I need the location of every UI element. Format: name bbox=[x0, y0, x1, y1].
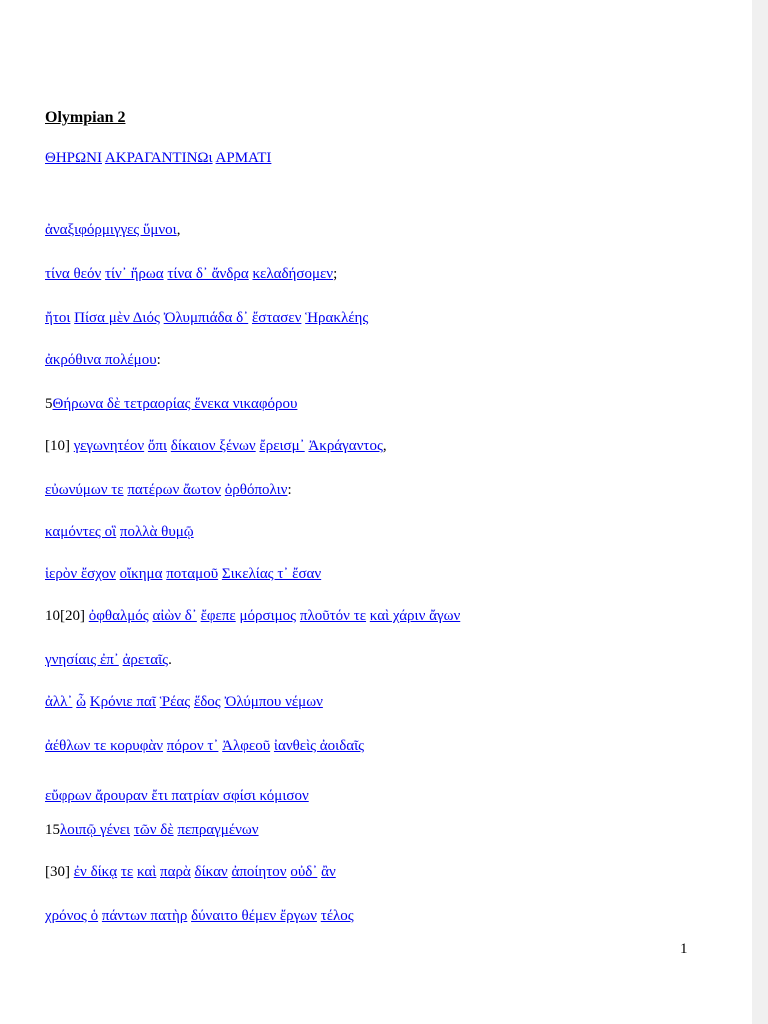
word-link[interactable]: δίκαν bbox=[194, 864, 228, 880]
word-link[interactable]: ἱερὸν ἔσχον bbox=[45, 566, 116, 582]
verse-line bbox=[45, 438, 387, 455]
word-link[interactable]: οὐδ᾽ bbox=[290, 864, 318, 880]
word-link[interactable]: εὐωνύμων τε bbox=[45, 482, 124, 498]
word-link[interactable]: πολλὰ θυμῷ bbox=[119, 524, 194, 540]
word-link[interactable]: καμόντες οἳ bbox=[45, 524, 117, 540]
verse-line bbox=[45, 396, 297, 413]
verse-line bbox=[45, 222, 180, 239]
word-link[interactable]: Σικελίας τ᾽ ἔσαν bbox=[221, 566, 322, 582]
word-link[interactable]: ἀποίητον bbox=[231, 864, 287, 880]
verse-line bbox=[45, 352, 161, 369]
word-link[interactable]: μόρσιμος bbox=[239, 608, 297, 624]
word-link[interactable]: οἴκημα bbox=[119, 566, 163, 582]
word-link[interactable]: ὄπι bbox=[147, 438, 168, 454]
dedication-heading bbox=[45, 150, 271, 167]
word-link[interactable]: αἰὼν δ᾽ bbox=[152, 608, 197, 624]
word-link[interactable]: κελαδήσομεν bbox=[252, 266, 334, 282]
punctuation: : bbox=[287, 482, 292, 498]
scrollbar-gutter bbox=[752, 0, 768, 1024]
word-link[interactable]: ἀκρόθινα πολέμου bbox=[45, 352, 157, 368]
word-link[interactable]: ἀρεταῖς bbox=[122, 652, 169, 668]
line-number: 10[20] bbox=[45, 608, 89, 624]
word-link[interactable]: πάντων πατὴρ bbox=[101, 908, 188, 924]
punctuation: , bbox=[382, 438, 387, 454]
word-link[interactable]: ἤτοι bbox=[45, 310, 71, 326]
line-number: 15 bbox=[45, 822, 60, 838]
heading-word-link[interactable]: ΘΗΡΩΝΙ bbox=[45, 150, 102, 166]
word-link[interactable]: ἰανθεὶς ἀοιδαῖς bbox=[273, 738, 365, 754]
word-link[interactable]: χρόνος ὁ bbox=[45, 908, 99, 924]
page-title: Olympian 2 bbox=[45, 109, 126, 126]
verse-line bbox=[45, 266, 337, 283]
word-link[interactable]: δύναιτο θέμεν ἔργων bbox=[191, 908, 317, 924]
word-link[interactable]: ὦ bbox=[76, 694, 87, 710]
word-link[interactable]: ἔρεισμ᾽ bbox=[259, 438, 305, 454]
verse-line bbox=[45, 822, 259, 839]
word-link[interactable]: Ὀλυμπιάδα δ᾽ bbox=[163, 310, 249, 326]
line-number: [30] bbox=[45, 864, 74, 880]
word-link[interactable]: γεγωνητέον bbox=[73, 438, 145, 454]
word-link[interactable]: τίνα δ᾽ ἄνδρα bbox=[167, 266, 249, 282]
word-link[interactable]: καὶ χάριν ἄγων bbox=[369, 608, 461, 624]
verse-line bbox=[45, 694, 323, 711]
word-link[interactable]: καὶ bbox=[136, 864, 157, 880]
verse-line bbox=[45, 608, 460, 625]
word-link[interactable]: Θήρωνα δὲ τετραορίας ἕνεκα νικαφόρου bbox=[52, 396, 298, 412]
word-link[interactable]: Κρόνιε παῖ bbox=[89, 694, 156, 710]
punctuation: . bbox=[168, 652, 172, 668]
heading-word-link[interactable]: ΑΚΡΑΓΑΝΤΙΝΩι bbox=[104, 150, 213, 166]
word-link[interactable]: ὀφθαλμός bbox=[88, 608, 149, 624]
verse-line bbox=[45, 738, 364, 755]
page-number: 1 bbox=[680, 941, 688, 957]
word-link[interactable]: παρὰ bbox=[160, 864, 191, 880]
verse-line bbox=[45, 566, 321, 583]
verse-line bbox=[45, 482, 292, 499]
verse-line bbox=[45, 310, 368, 327]
word-link[interactable]: τε bbox=[120, 864, 134, 880]
word-link[interactable]: ἂν bbox=[321, 864, 336, 880]
verse-line bbox=[45, 908, 354, 925]
word-link[interactable]: δίκαιον ξένων bbox=[170, 438, 256, 454]
line-number: 5 bbox=[45, 396, 53, 412]
word-link[interactable]: Ἀλφεοῦ bbox=[222, 738, 271, 754]
word-link[interactable]: Ῥέας bbox=[159, 694, 191, 710]
word-link[interactable]: ἀναξιφόρμιγγες ὕμνοι bbox=[45, 222, 177, 238]
word-link[interactable]: Ἡρακλέης bbox=[305, 310, 369, 326]
punctuation: , bbox=[176, 222, 181, 238]
heading-word-link[interactable]: ΑΡΜΑΤΙ bbox=[215, 150, 272, 166]
verse-line bbox=[45, 864, 336, 881]
word-link[interactable]: ἀλλ᾽ bbox=[45, 694, 73, 710]
word-link[interactable]: ἔστασεν bbox=[251, 310, 302, 326]
word-link[interactable]: ἐν δίκᾳ bbox=[73, 864, 118, 880]
word-link[interactable]: τίν᾽ ἥρωα bbox=[104, 266, 164, 282]
word-link[interactable]: λοιπῷ γένει bbox=[60, 822, 131, 838]
punctuation: ; bbox=[333, 266, 338, 282]
verse-line bbox=[45, 788, 309, 805]
word-link[interactable]: πατέρων ἄωτον bbox=[127, 482, 222, 498]
verse-line bbox=[45, 524, 194, 541]
word-link[interactable]: πλοῦτόν τε bbox=[299, 608, 367, 624]
verse-line bbox=[45, 652, 172, 669]
word-link[interactable]: ποταμοῦ bbox=[166, 566, 219, 582]
word-link[interactable]: τίνα θεόν bbox=[45, 266, 102, 282]
word-link[interactable]: τέλος bbox=[320, 908, 354, 924]
word-link[interactable]: πεπραγμένων bbox=[177, 822, 259, 838]
punctuation: : bbox=[156, 352, 161, 368]
word-link[interactable]: εὔφρων ἄρουραν ἔτι πατρίαν σφίσι κόμισον bbox=[45, 788, 309, 804]
word-link[interactable]: πόρον τ᾽ bbox=[166, 738, 219, 754]
word-link[interactable]: ἔφεπε bbox=[200, 608, 236, 624]
word-link[interactable]: Ἀκράγαντος bbox=[308, 438, 383, 454]
word-link[interactable]: Ὀλύμπου νέμων bbox=[224, 694, 323, 710]
word-link[interactable]: ὀρθόπολιν bbox=[224, 482, 288, 498]
word-link[interactable]: γνησίαις ἐπ᾽ bbox=[45, 652, 119, 668]
line-number: [10] bbox=[45, 438, 74, 454]
word-link[interactable]: ἀέθλων τε κορυφὰν bbox=[45, 738, 164, 754]
word-link[interactable]: ἕδος bbox=[193, 694, 221, 710]
word-link[interactable]: Πίσα μὲν Διός bbox=[74, 310, 160, 326]
word-link[interactable]: τῶν δὲ bbox=[133, 822, 174, 838]
